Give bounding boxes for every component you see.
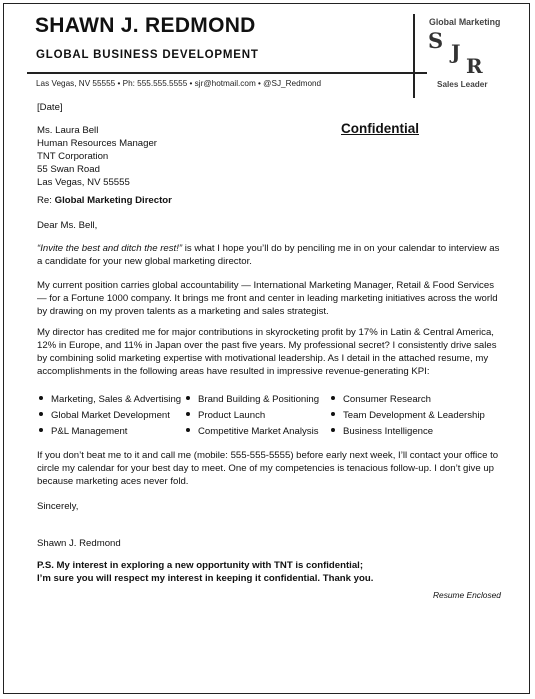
- list-item: Product Launch: [184, 408, 319, 424]
- closing: Sincerely,: [37, 501, 79, 512]
- logo-initial-j: J: [451, 40, 461, 64]
- bullet-icon: [331, 428, 335, 432]
- recipient-street: 55 Swan Road: [37, 164, 100, 175]
- bullet-icon: [186, 428, 190, 432]
- recipient-name: Ms. Laura Bell: [37, 125, 99, 136]
- list-item: P&L Management: [37, 424, 181, 440]
- enclosure-note: Resume Enclosed: [433, 590, 501, 600]
- confidential-label: Confidential: [341, 121, 419, 136]
- list-item: Consumer Research: [329, 392, 485, 408]
- paragraph-4: If you don’t beat me to it and call me (mobile: 555-555-5555) before early next week, I’ll contact your office to circle my calendar for your best day to meet. One of my competencies is tenacious follow-up. I don’t give up because marketing aces never fold.: [37, 450, 499, 487]
- applicant-name: SHAWN J. REDMOND: [35, 14, 256, 37]
- postscript-line-2: I’m sure you will respect my interest in keeping it confidential. Thank you.: [37, 573, 374, 584]
- signature-name: Shawn J. Redmond: [37, 538, 121, 549]
- bullet-icon: [39, 396, 43, 400]
- bullet-column-2: [184, 392, 319, 440]
- opening-quote: “Invite the best and ditch the rest!”: [37, 243, 183, 254]
- re-label: Re:: [37, 195, 55, 206]
- recipient-city: Las Vegas, NV 55555: [37, 177, 130, 188]
- list-item: Competitive Market Analysis: [184, 424, 319, 440]
- bullet-icon: [186, 412, 190, 416]
- re-line: [37, 194, 172, 207]
- logo-bottom-text: Sales Leader: [437, 80, 488, 89]
- bullet-icon: [39, 412, 43, 416]
- recipient-block: [37, 124, 157, 189]
- letter-date: [Date]: [37, 102, 63, 113]
- re-subject: Global Marketing Director: [54, 195, 172, 206]
- bullet-icon: [331, 396, 335, 400]
- postscript: [37, 559, 373, 585]
- header-rule: [27, 72, 427, 74]
- list-item: Marketing, Sales & Advertising: [37, 392, 181, 408]
- recipient-title: Human Resources Manager: [37, 138, 157, 149]
- list-item: Brand Building & Positioning: [184, 392, 319, 408]
- list-item: Global Market Development: [37, 408, 181, 424]
- bullet-icon: [331, 412, 335, 416]
- contact-line: Las Vegas, NV 55555 • Ph: 555.555.5555 • sjr@hotmail.com • @SJ_Redmond: [36, 79, 322, 88]
- bullet-column-1: [37, 392, 181, 440]
- paragraph-3: My director has credited me for major contributions in skyrocketing profit by 17% in Latin & Central America, 12% in Europe, and 11% in Japan over the past five years. My professional secret? I consistently drive sales by combining solid marketing expertise with motivational leadership. As I detail in the attached resume, my accomplishments in the following areas have resulted in impressive revenue-generating KPI:: [37, 327, 497, 377]
- logo-top-text: Global Marketing: [429, 17, 501, 27]
- applicant-title: GLOBAL BUSINESS DEVELOPMENT: [36, 49, 259, 61]
- list-item: Business Intelligence: [329, 424, 485, 440]
- logo-initial-r: R: [466, 54, 483, 78]
- paragraph-1-text: is what I hope you’ll do by penciling me in on your calendar to interview as a candidate for your new global marketing director.: [37, 243, 500, 267]
- paragraph-2: My current position carries global accountability — International Marketing Manager, Retail & Food Services — for a Fortune 1000 company. It brings me front and center in leading marketing initiatives across the world by drawing on my proven talents as a marketing and sales strategist.: [37, 280, 498, 317]
- salutation: Dear Ms. Bell,: [37, 220, 98, 231]
- bullet-icon: [39, 428, 43, 432]
- recipient-company: TNT Corporation: [37, 151, 109, 162]
- logo-divider: [413, 14, 415, 98]
- postscript-line-1: P.S. My interest in exploring a new opportunity with TNT is confidential;: [37, 560, 364, 571]
- bullet-column-3: [329, 392, 485, 440]
- list-item: Team Development & Leadership: [329, 408, 485, 424]
- paragraph-1: [37, 242, 502, 268]
- logo-initial-s: S: [428, 28, 444, 53]
- bullet-icon: [186, 396, 190, 400]
